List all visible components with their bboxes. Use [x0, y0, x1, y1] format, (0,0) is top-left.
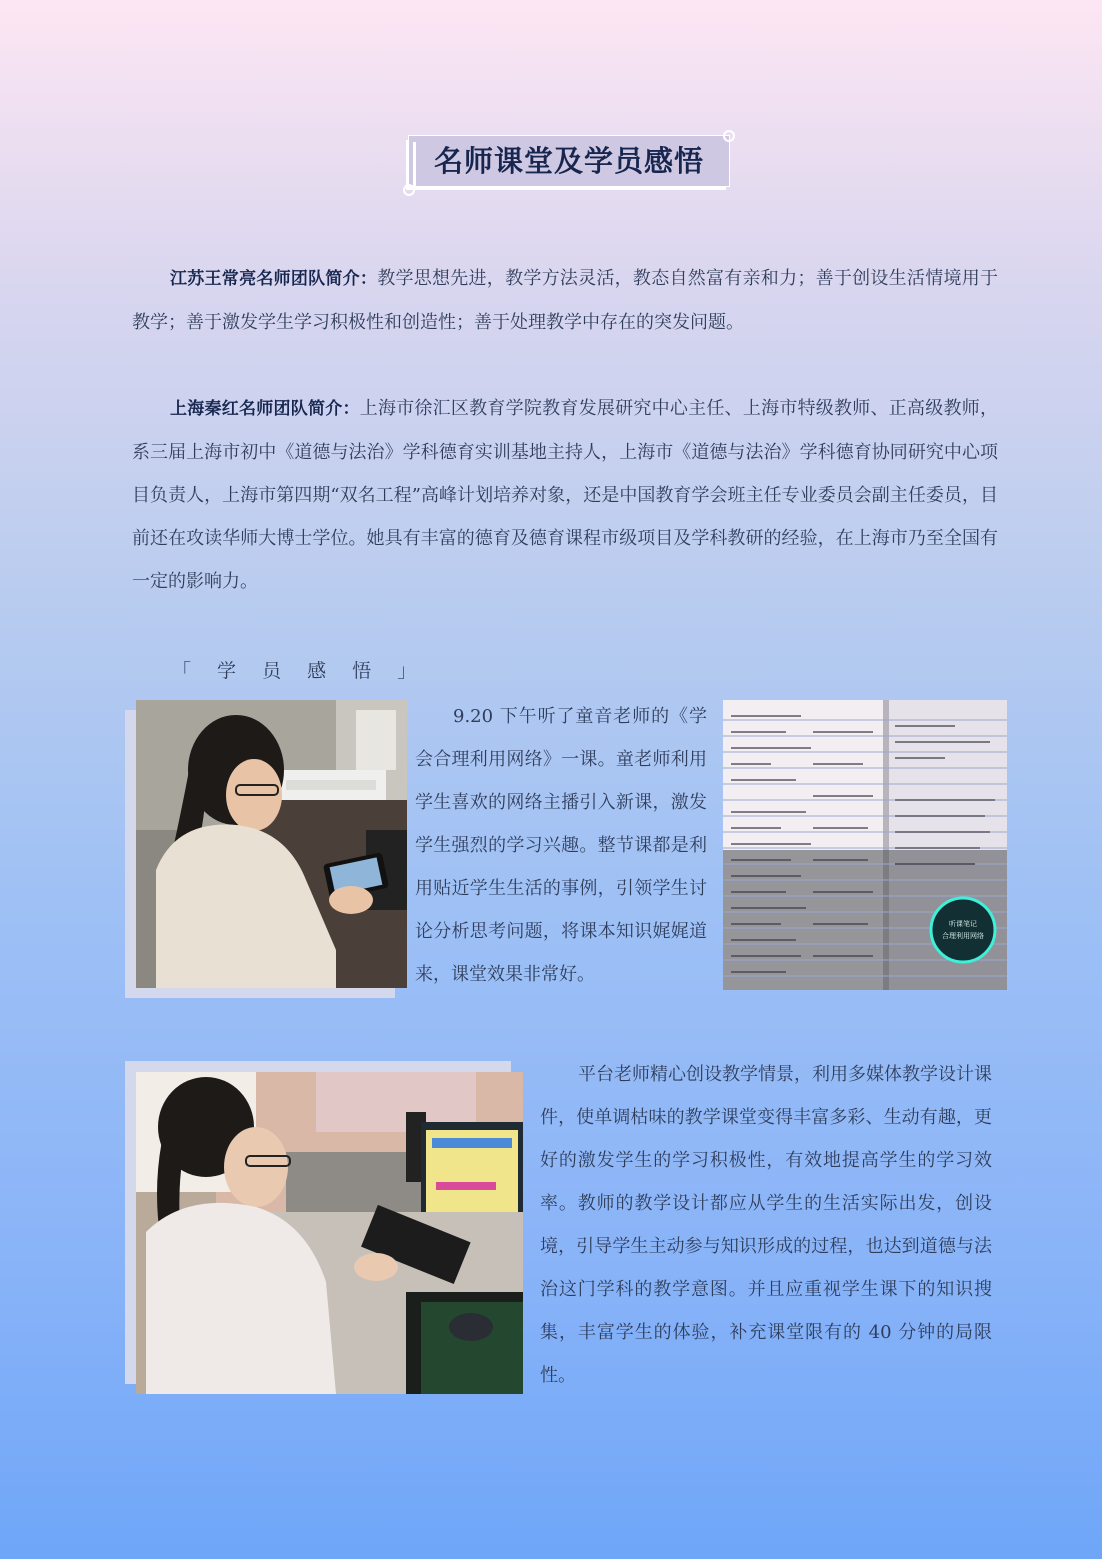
- svg-text:听课笔记: 听课笔记: [949, 920, 977, 928]
- teacher-computer-photo: [136, 1072, 523, 1394]
- page-title-banner: [408, 135, 730, 187]
- svg-text:合理利用网络: 合理利用网络: [942, 932, 984, 940]
- teacher-phone-photo: [136, 700, 407, 988]
- intro-text: 教学思想先进，教学方法灵活，教态自然富有亲和力；善于创设生活情境用于教学；善于激发学生学习积极性和创造性；善于处理教学中存在的突发问题。: [132, 268, 998, 333]
- reflection-text-2: 平台老师精心创设教学情景，利用多媒体教学设计课件，使单调枯味的教学课堂变得丰富多彩、生动有趣，更好的激发学生的学习积极性，有效地提高学生的学习效率。教师的教学设计都应从学生的生活实际出发，创设境，引导学生主动参与知识形成的过程，也达到道德与法治这门学科的教学意图。并且应重视学生课下的知识搜集，丰富学生的体验，补充课堂限有的 40 分钟的局限性。: [540, 1064, 992, 1386]
- intro-label: 江苏王常亮名师团队简介：: [170, 269, 378, 289]
- intro-text: 上海市徐汇区教育学院教育发展研究中心主任、上海市特级教师、正高级教师，系三届上海市初中《道德与法治》学科德育实训基地主持人，上海市《道德与法治》学科德育协同研究中心项目负责人，上海市第四期“双名工程”高峰计划培养对象，还是中国教育学会班主任专业委员会副主任委员，目前还在攻读华师大博士学位。她具有丰富的德育及德育课程市级项目及学科教研的经验，在上海市乃至全国有一定的影响力。: [132, 398, 999, 592]
- section-label: 「 学 员 感 悟 」: [172, 660, 427, 682]
- intro-paragraph-jiangsu: [132, 257, 998, 344]
- intro-label: 上海秦红名师团队简介：: [170, 399, 360, 419]
- intro-paragraph-shanghai: [132, 387, 998, 603]
- notebook-photo: [723, 700, 1007, 990]
- page-title: 名师课堂及学员感悟: [433, 144, 704, 178]
- reflection-text-1: 9.20 下午听了童音老师的《学会合理利用网络》一课。童老师利用学生喜欢的网络主播引入新课，激发学生强烈的学习兴趣。整节课都是利用贴近学生生活的事例，引领学生讨论分析思考问题，将课本知识娓娓道来，课堂效果非常好。: [415, 706, 707, 985]
